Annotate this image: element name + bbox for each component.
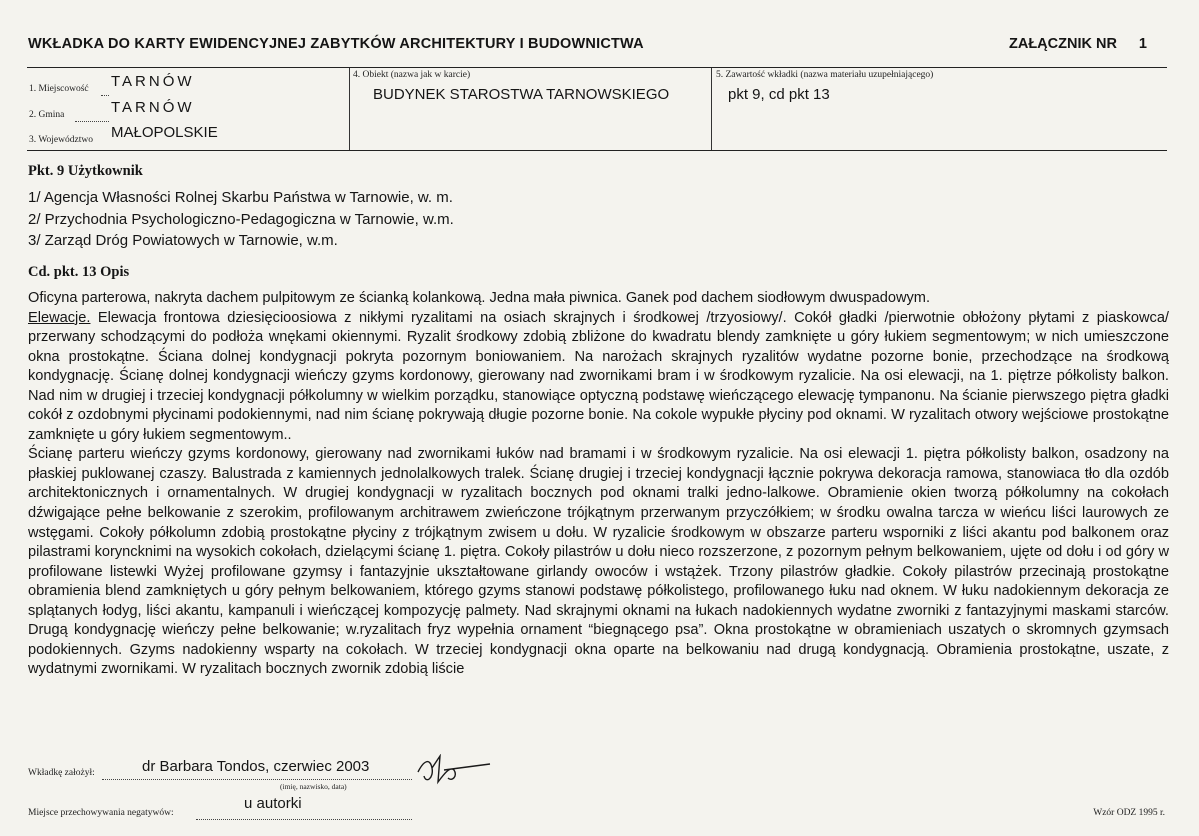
- elevations-label: Elewacje.: [28, 309, 91, 326]
- elevations-text: Elewacja frontowa dziesięcioosiowa z nikłymi ryzalitami na osiach skrajnych i środkowej /trzyosiowy/. Cokół gładki /pierwotnie obłożony płytami z piaskowca/ przerwany schodzącymi do podłoża wnękami okiennymi. Ryzalit środkowy zdobią zbliżone do kwadratu blendy zamknięte u góry łukiem segmentowym; w nich umieszczone okna prostokątne. Ściana dolnej kondygnacji pokryta pozornym boniowaniem. Na narożach skrajnych ryzalitów wydatne pozorne bonie, przechodzące na środkową kondygnację. Ścianę dolnej kondygnacji wieńczy gzyms kordonowy, gierowany nad zwornikami bram i w środkowym ryzalicie. Na osi elewacji, na 1. piętrze półkolisty balkon. Nad nim w drugiej i trzeciej kondygnacji półkolumny w wielkim porządku, stanowiące optyczną podstawę wieńczącego elewację tympanonu. Na ścianie pierwszego piętra gładki cokół z ozdobnymi płycinami podokiennymi, nad nim ścianę pokrywają długie pozorne bonie. Na cokole wypukłe płyciny pod oknami. W ryzalitach otwory wejściowe prostokątne zamknięte u góry łukiem segmentowym..: [28, 309, 1169, 443]
- object-name: BUDYNEK STAROSTWA TARNOWSKIEGO: [373, 86, 670, 103]
- description-text: [28, 289, 1169, 680]
- users-list: [28, 187, 454, 252]
- dotted-line: [75, 121, 109, 122]
- section-13-heading: Cd. pkt. 13 Opis: [28, 264, 130, 280]
- annex-label: ZAŁĄCZNIK NR: [1008, 36, 1117, 52]
- contents-value: pkt 9, cd pkt 13: [728, 86, 830, 103]
- identification-box: [27, 67, 1167, 151]
- list-item: 3/ Zarząd Dróg Powiatowych w Tarnowie, w.m.: [28, 232, 338, 249]
- dotted-line: [101, 95, 109, 96]
- commune-value: TARNÓW: [111, 99, 195, 116]
- commune-label: 2. Gmina: [29, 110, 65, 120]
- list-item: 1/ Agencja Własności Rolnej Skarbu Państwa w Tarnowie, w. m.: [28, 189, 453, 206]
- annex-number: [1009, 36, 1147, 52]
- paragraph: Oficyna parterowa, nakryta dachem pulpitowym ze ścianką kolankową. Jedna mała piwnica. Ganek pod dachem siodłowym dwuspadowym.: [28, 290, 931, 306]
- object-label: 4. Obiekt (nazwa jak w karcie): [353, 70, 471, 80]
- divider: [711, 68, 712, 150]
- document-title: WKŁADKA DO KARTY EWIDENCYJNEJ ZABYTKÓW ARCHITEKTURY I BUDOWNICTWA: [28, 36, 644, 52]
- voivodeship-label: 3. Województwo: [29, 135, 93, 145]
- paragraph: [28, 309, 1169, 446]
- town-value: TARNÓW: [111, 73, 195, 90]
- annex-value: 1: [1138, 36, 1147, 52]
- signature-icon: [414, 754, 494, 788]
- storage-value: u autorki: [244, 795, 302, 812]
- storage-label: Miejsce przechowywania negatywów:: [28, 808, 174, 818]
- paragraph: Ścianę parteru wieńczy gzyms kordonowy, gierowany nad zwornikami łuków nad bramami i w środkowym ryzalicie. Na osi elewacji 1. piętra półkolisty balkon, osadzony na płaskiej puklowanej czaszy. Balustrada z kamiennych jednolalkowych tralek. Ścianę drugiej i trzeciej kondygnacji łącznie pokrywa dekoracja ramowa, stanowiaca tło dla ozdób architektonicznych i ornamentalnych. W drugiej kondygnacji w ryzalitach bocznych pod oknami tralki jedno-lalkowe. Obramienie okien tworzą półkolumny na cokołach dźwigające pełne belkowanie z szerokim, profilowanym architrawem zwieńczone trójkątnym przerwanym przyczółkiem; w środku owalna tarcza w wieńcu liści laurowych ze wstęgami. Cokoły półkolumn zdobią prostokątne płyciny z trójkątnym zwisem u dołu. W ryzalicie środkowym w obszarze parteru wsporniki z liści akantu pod balkonem oraz pilastrami koryncknimi na wysokich cokołach, dzielącymi ścianę 1. piętra. Cokoły pilastrów u dołu nieco rozszerzone, z pozornym pełnym belkowaniem, ujęte od dołu i od góry w profilowane listewki Wyżej profilowane gzymsy i fantazyjnie ukształtowane girlandy owoców i wstążek. Trzony pilastrów gładkie. Cokoły pilastrów przecinają prostokątne obramienia blend zamkniętych u góry pełnym belkowaniem, którego gzyms stanowi podstawę półkolistego, profilowanego łuku nad oknem. W łuku nadokiennym dekoracja ze splątanych łodyg, liści akantu, kampanuli i wieńczącej kompozycję palmety. Nad skrajnymi oknami na łukach nadokiennych wydatne zworniki z fantazyjnymi maskami starców. Drugą kondygnację wieńczy pełne belkowanie; w.ryzalitach fryz wypełnia ornament “biegnącego psa”. Okna prostokątne w obramieniach uszatych o skromnych gzymsach podokiennych. Gzyms nadokienny wsparty na cokołach. W trzeciej kondygnacji okna oparte na belkowaniu nad drugą kondygnacją. Obramienia prostokątne, uszate, z wydatnymi zwornikami. W ryzalitach bocznych zwornik zdobią liście: [28, 446, 1169, 678]
- section-9-heading: Pkt. 9 Użytkownik: [28, 163, 143, 179]
- dotted-line: [196, 819, 412, 820]
- author-hint: (imię, nazwisko, data): [280, 782, 347, 791]
- contents-label: 5. Zawartość wkładki (nazwa materiału uzupełniającego): [716, 70, 934, 80]
- dotted-line: [102, 779, 412, 780]
- form-code: Wzór ODZ 1995 r.: [1093, 808, 1165, 818]
- town-label: 1. Miejscowość: [29, 84, 89, 94]
- author-value: dr Barbara Tondos, czerwiec 2003: [142, 758, 370, 775]
- divider: [349, 68, 350, 150]
- list-item: 2/ Przychodnia Psychologiczno-Pedagogiczna w Tarnowie, w.m.: [28, 210, 454, 228]
- author-label: Wkładkę założył:: [28, 768, 95, 778]
- voivodeship-value: MAŁOPOLSKIE: [111, 124, 218, 141]
